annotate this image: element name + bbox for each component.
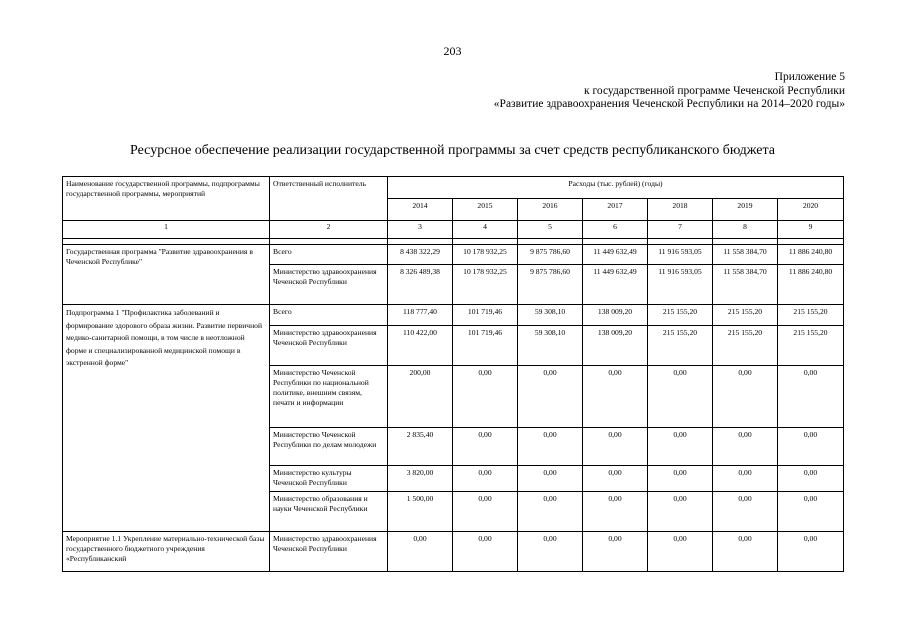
header-year: 2017 — [583, 199, 648, 221]
header-year: 2014 — [388, 199, 453, 221]
value-cell: 9 875 786,60 — [518, 245, 583, 265]
activity-name: Мероприятие 1.1 Укрепление материально-технической базы государственного бюджетного учреждения «Республиканский — [63, 532, 270, 572]
value-cell: 138 009,20 — [583, 326, 648, 366]
value-cell: 0,00 — [453, 532, 518, 572]
value-cell: 215 155,20 — [778, 326, 844, 366]
value-cell: 0,00 — [518, 466, 583, 492]
column-number: 4 — [453, 221, 518, 239]
value-cell: 11 886 240,80 — [778, 265, 844, 305]
executor-cell: Министерство Чеченской Республики по делам молодежи — [270, 428, 388, 466]
value-cell: 0,00 — [648, 428, 713, 466]
value-cell: 101 719,46 — [453, 305, 518, 326]
executor-cell: Министерство здравоохранения Чеченской Республики — [270, 326, 388, 366]
value-cell: 10 178 932,25 — [453, 265, 518, 305]
header-expenses: Расходы (тыс. рублей) (годы) — [388, 177, 844, 199]
header-year: 2020 — [778, 199, 844, 221]
value-cell: 0,00 — [713, 492, 778, 532]
subprogram-name: Подпрограмма 1 "Профилактика заболеваний и формирование здорового образа жизни. Развитие первичной медико-санитарной помощи, в том числе в неотложной форме и специализированной медицинской помощи в экстренной форме" — [63, 305, 270, 532]
value-cell: 11 558 384,70 — [713, 245, 778, 265]
value-cell: 8 326 489,38 — [388, 265, 453, 305]
value-cell: 11 558 384,70 — [713, 265, 778, 305]
header-row — [63, 177, 844, 199]
value-cell: 9 875 786,60 — [518, 265, 583, 305]
column-number: 7 — [648, 221, 713, 239]
header-year: 2016 — [518, 199, 583, 221]
value-cell: 0,00 — [713, 532, 778, 572]
header-year: 2018 — [648, 199, 713, 221]
value-cell: 0,00 — [388, 532, 453, 572]
value-cell: 110 422,00 — [388, 326, 453, 366]
value-cell: 0,00 — [648, 492, 713, 532]
value-cell: 0,00 — [453, 492, 518, 532]
value-cell: 11 449 632,49 — [583, 265, 648, 305]
header-executor: Ответственный исполнитель — [270, 177, 388, 221]
value-cell: 0,00 — [778, 366, 844, 428]
value-cell: 11 449 632,49 — [583, 245, 648, 265]
value-cell: 0,00 — [713, 366, 778, 428]
value-cell: 0,00 — [583, 428, 648, 466]
value-cell: 215 155,20 — [648, 305, 713, 326]
column-numbers-row — [63, 221, 844, 239]
executor-cell: Министерство Чеченской Республики по национальной политике, внешним связям, печати и информации — [270, 366, 388, 428]
value-cell: 118 777,40 — [388, 305, 453, 326]
header-name: Наименование государственной программы, подпрограммы государственной программы, мероприятий — [63, 177, 270, 221]
value-cell: 101 719,46 — [453, 326, 518, 366]
appendix-line-1: Приложение 5 — [774, 71, 845, 83]
value-cell: 0,00 — [518, 366, 583, 428]
value-cell: 0,00 — [713, 428, 778, 466]
value-cell: 0,00 — [713, 466, 778, 492]
executor-cell: Министерство здравоохранения Чеченской Республики — [270, 265, 388, 305]
table-row — [63, 245, 844, 265]
value-cell: 215 155,20 — [648, 326, 713, 366]
value-cell: 59 308,10 — [518, 305, 583, 326]
column-number: 8 — [713, 221, 778, 239]
value-cell: 2 835,40 — [388, 428, 453, 466]
value-cell: 215 155,20 — [713, 326, 778, 366]
value-cell: 215 155,20 — [778, 305, 844, 326]
value-cell: 0,00 — [518, 428, 583, 466]
value-cell: 0,00 — [518, 492, 583, 532]
value-cell: 59 308,10 — [518, 326, 583, 366]
value-cell: 0,00 — [453, 366, 518, 428]
table-row — [63, 532, 844, 572]
appendix-line-3: «Развитие здравоохранения Чеченской Республики на 2014–2020 годы» — [493, 98, 845, 110]
value-cell: 0,00 — [648, 532, 713, 572]
value-cell: 0,00 — [648, 466, 713, 492]
value-cell: 138 009,20 — [583, 305, 648, 326]
executor-cell: Всего — [270, 305, 388, 326]
value-cell: 0,00 — [583, 492, 648, 532]
executor-cell: Всего — [270, 245, 388, 265]
column-number: 9 — [778, 221, 844, 239]
value-cell: 0,00 — [648, 366, 713, 428]
value-cell: 200,00 — [388, 366, 453, 428]
value-cell: 0,00 — [778, 492, 844, 532]
value-cell: 0,00 — [778, 466, 844, 492]
header-year: 2019 — [713, 199, 778, 221]
executor-cell: Министерство культуры Чеченской Республики — [270, 466, 388, 492]
value-cell: 11 916 593,05 — [648, 245, 713, 265]
value-cell: 0,00 — [583, 366, 648, 428]
document-title: Ресурсное обеспечение реализации государственной программы за счет средств республиканского бюджета — [130, 143, 775, 158]
value-cell: 8 438 322,29 — [388, 245, 453, 265]
column-number: 2 — [270, 221, 388, 239]
column-number: 1 — [63, 221, 270, 239]
column-number: 6 — [583, 221, 648, 239]
value-cell: 0,00 — [453, 466, 518, 492]
budget-table — [62, 176, 844, 572]
value-cell: 0,00 — [583, 466, 648, 492]
column-number: 5 — [518, 221, 583, 239]
appendix-line-2: к государственной программе Чеченской Республики — [584, 84, 845, 97]
value-cell: 10 178 932,25 — [453, 245, 518, 265]
appendix-header — [494, 71, 845, 112]
value-cell: 0,00 — [518, 532, 583, 572]
program-name: Государственная программа "Развитие здравоохранения в Чеченской Республике" — [63, 245, 270, 305]
value-cell: 0,00 — [453, 428, 518, 466]
executor-cell: Министерство здравоохранения Чеченской Республики — [270, 532, 388, 572]
value-cell: 11 886 240,80 — [778, 245, 844, 265]
value-cell: 0,00 — [778, 532, 844, 572]
page-number: 203 — [443, 44, 462, 58]
column-number: 3 — [388, 221, 453, 239]
value-cell: 1 500,00 — [388, 492, 453, 532]
executor-cell: Министерство образования и науки Чеченской Республики — [270, 492, 388, 532]
value-cell: 215 155,20 — [713, 305, 778, 326]
value-cell: 3 820,00 — [388, 466, 453, 492]
header-year: 2015 — [453, 199, 518, 221]
table-row — [63, 305, 844, 326]
value-cell: 0,00 — [583, 532, 648, 572]
value-cell: 0,00 — [778, 428, 844, 466]
value-cell: 11 916 593,05 — [648, 265, 713, 305]
